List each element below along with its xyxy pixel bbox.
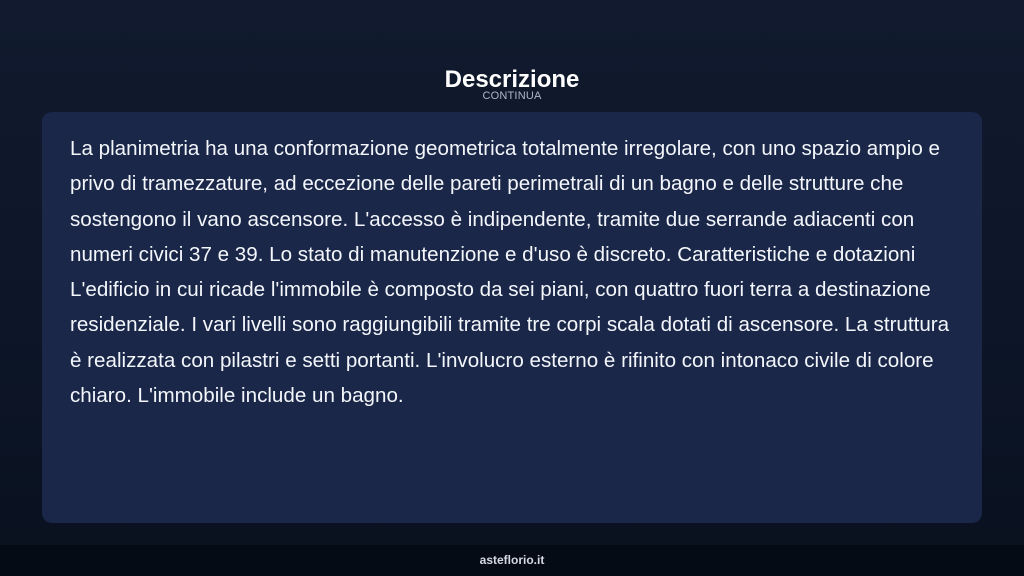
- description-text: La planimetria ha una conformazione geometrica totalmente irregolare, con uno spazio ampio e privo di tramezzature, ad eccezione delle pareti perimetrali di un bagno e delle strutture che sostengono il vano ascensore. L'accesso è indipendente, tramite due serrande adiacenti con numeri civici 37 e 39. Lo stato di manutenzione e d'uso è discreto. Caratteristiche e dotazioni L'edificio in cui ricade l'immobile è composto da sei piani, con quattro fuori terra a destinazione residenziale. I vari livelli sono raggiungibili tramite tre corpi scala dotati di ascensore. La struttura è realizzata con pilastri e setti portanti. L'involucro esterno è rifinito con intonaco civile di colore chiaro. L'immobile include un bagno.: [70, 137, 950, 408]
- site-footer: [0, 545, 1024, 576]
- page-title: Descrizione: [444, 66, 580, 94]
- footer-site-name: asteflorio.it: [479, 553, 545, 567]
- description-card: [42, 112, 982, 523]
- continue-label: CONTINUA: [482, 90, 542, 102]
